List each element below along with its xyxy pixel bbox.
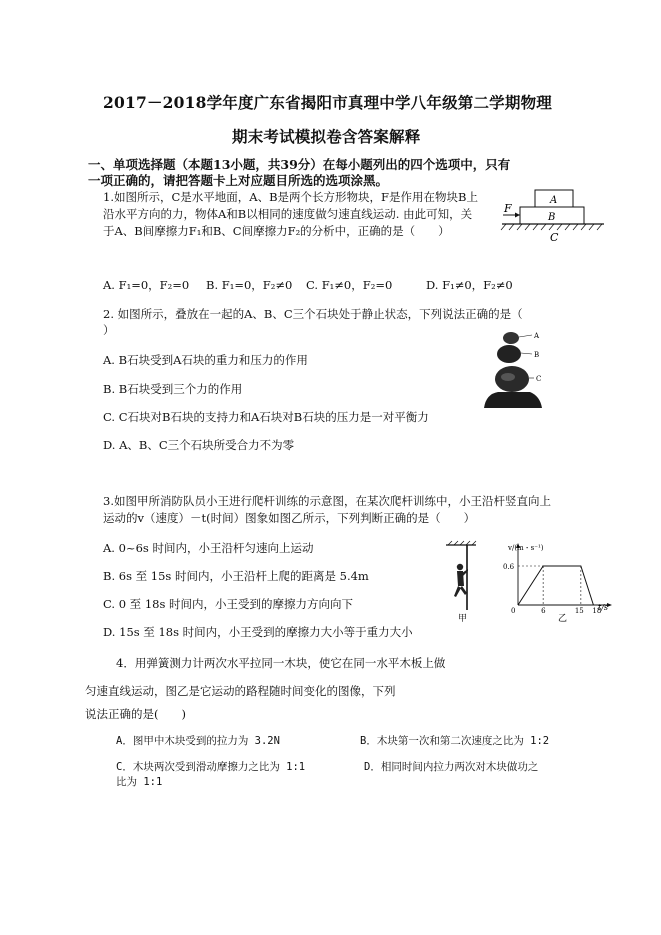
q4-option-b: B．木块第一次和第二次速度之比为 1:2 [360, 735, 550, 747]
page-title-line2: 期末考试模拟卷含答案解释 [232, 127, 421, 146]
stone-a [503, 332, 519, 344]
right-caption: 乙 [558, 614, 568, 624]
q4-option-d-line2: 比为 1:1 [116, 776, 163, 788]
chart-xlabel: t/s [598, 603, 609, 612]
label-a: A [550, 195, 558, 206]
q4-option-c: C．木块两次受到滑动摩擦力之比为 1:1 [116, 761, 306, 773]
vt-chart [503, 543, 612, 615]
q4-stem-line2: 匀速直线运动，图乙是它运动的路程随时间变化的图像，下列 [85, 684, 396, 698]
stone-label-b: B [534, 351, 540, 359]
q3-stem-line1: 3.如图甲所消防队员小王进行爬杆训练的示意图，在某次爬杆训练中，小王沿杆竖直向上 [103, 494, 551, 508]
q4-stem-line1: 4．用弹簧测力计两次水平拉同一木块，使它在同一水平木板上做 [116, 656, 446, 670]
q3-option-c: C. 0 至 18s 时间内，小王受到的摩擦力方向向下 [103, 597, 354, 611]
stone-label-a: A [534, 332, 540, 340]
q2-option-a: A. B石块受到A石块的重力和压力的作用 [103, 353, 308, 367]
velocity-line [518, 566, 593, 605]
chart-ylabel: v/(m・s⁻¹) [508, 544, 544, 552]
q2-option-b: B. B石块受到三个力的作用 [103, 382, 243, 396]
q2-option-c: C. C石块对B石块的支持力和A石块对B石块的压力是一对平衡力 [103, 410, 429, 424]
page-title-line1: 2017－2018学年度广东省揭阳市真理中学八年级第二学期物理 [103, 93, 552, 112]
label-b: B [548, 212, 556, 223]
y-tick-label: 0.6 [503, 563, 515, 571]
x-tick-label: 15 [574, 607, 584, 615]
left-caption: 甲 [458, 614, 468, 624]
section-heading-line2: 一项正确的，请把答题卡上对应题目所选的选项涂黑。 [88, 173, 389, 188]
stone-b [497, 345, 521, 363]
stone-label-c: C [536, 375, 542, 383]
q1-option-a: A. F₁=0，F₂=0 [103, 278, 190, 292]
q4-option-d-line1: D．相同时间内拉力两次对木块做功之 [364, 761, 539, 773]
x-tick-label: 6 [541, 607, 546, 615]
q1-option-d: D. F₁≠0，F₂≠0 [426, 278, 513, 292]
q3-figure [440, 540, 616, 626]
q1-option-b: B. F₁=0，F₂≠0 [206, 278, 293, 292]
q3-option-b: B. 6s 至 15s 时间内，小王沿杆上爬的距离是 5.4m [103, 569, 369, 583]
q2-stem-line1: 2. 如图所示，叠放在一起的A、B、C三个石块处于静止状态，下列说法正确的是（ [103, 307, 523, 321]
q3-stem-line2: 运动的v（速度）－t(时间）图象如图乙所示，下列判断正确的是（ ） [103, 511, 476, 525]
q4-option-a: A．图甲中木块受到的拉力为 3.2N [116, 735, 280, 747]
origin-label: 0 [511, 607, 516, 615]
section-heading-line1: 一、单项选择题（本题13小题，共39分）在每小题列出的四个选项中，只有 [88, 157, 511, 172]
q3-option-d: D. 15s 至 18s 时间内，小王受到的摩擦力大小等于重力大小 [103, 625, 413, 639]
q1-blocks-figure [500, 186, 610, 244]
q1-option-c: C. F₁≠0，F₂=0 [306, 278, 393, 292]
label-f: F [504, 202, 512, 215]
q1-stem-line1: 1.如图所示，C是水平地面，A、B是两个长方形物块，F是作用在物块B上 [103, 190, 478, 204]
q2-option-d: D. A、B、C三个石块所受合力不为零 [103, 438, 295, 452]
label-c: C [550, 231, 559, 244]
climber-icon [454, 564, 468, 597]
q4-stem-line3: 说法正确的是( ) [85, 707, 186, 721]
q1-stem-line2: 沿水平方向的力，物体A和B以相同的速度做匀速直线运动. 由此可知，关 [103, 207, 473, 221]
q1-stem-line3: 于A、B间摩擦力F₁和B、C间摩擦力F₂的分析中，正确的是（ ） [103, 224, 450, 238]
x-tick-label: 18 [592, 607, 602, 615]
q2-stones-figure [478, 326, 558, 410]
q3-option-a: A. 0~6s 时间内，小王沿杆匀速向上运动 [103, 541, 314, 555]
q2-stem-line2: ） [103, 323, 115, 337]
